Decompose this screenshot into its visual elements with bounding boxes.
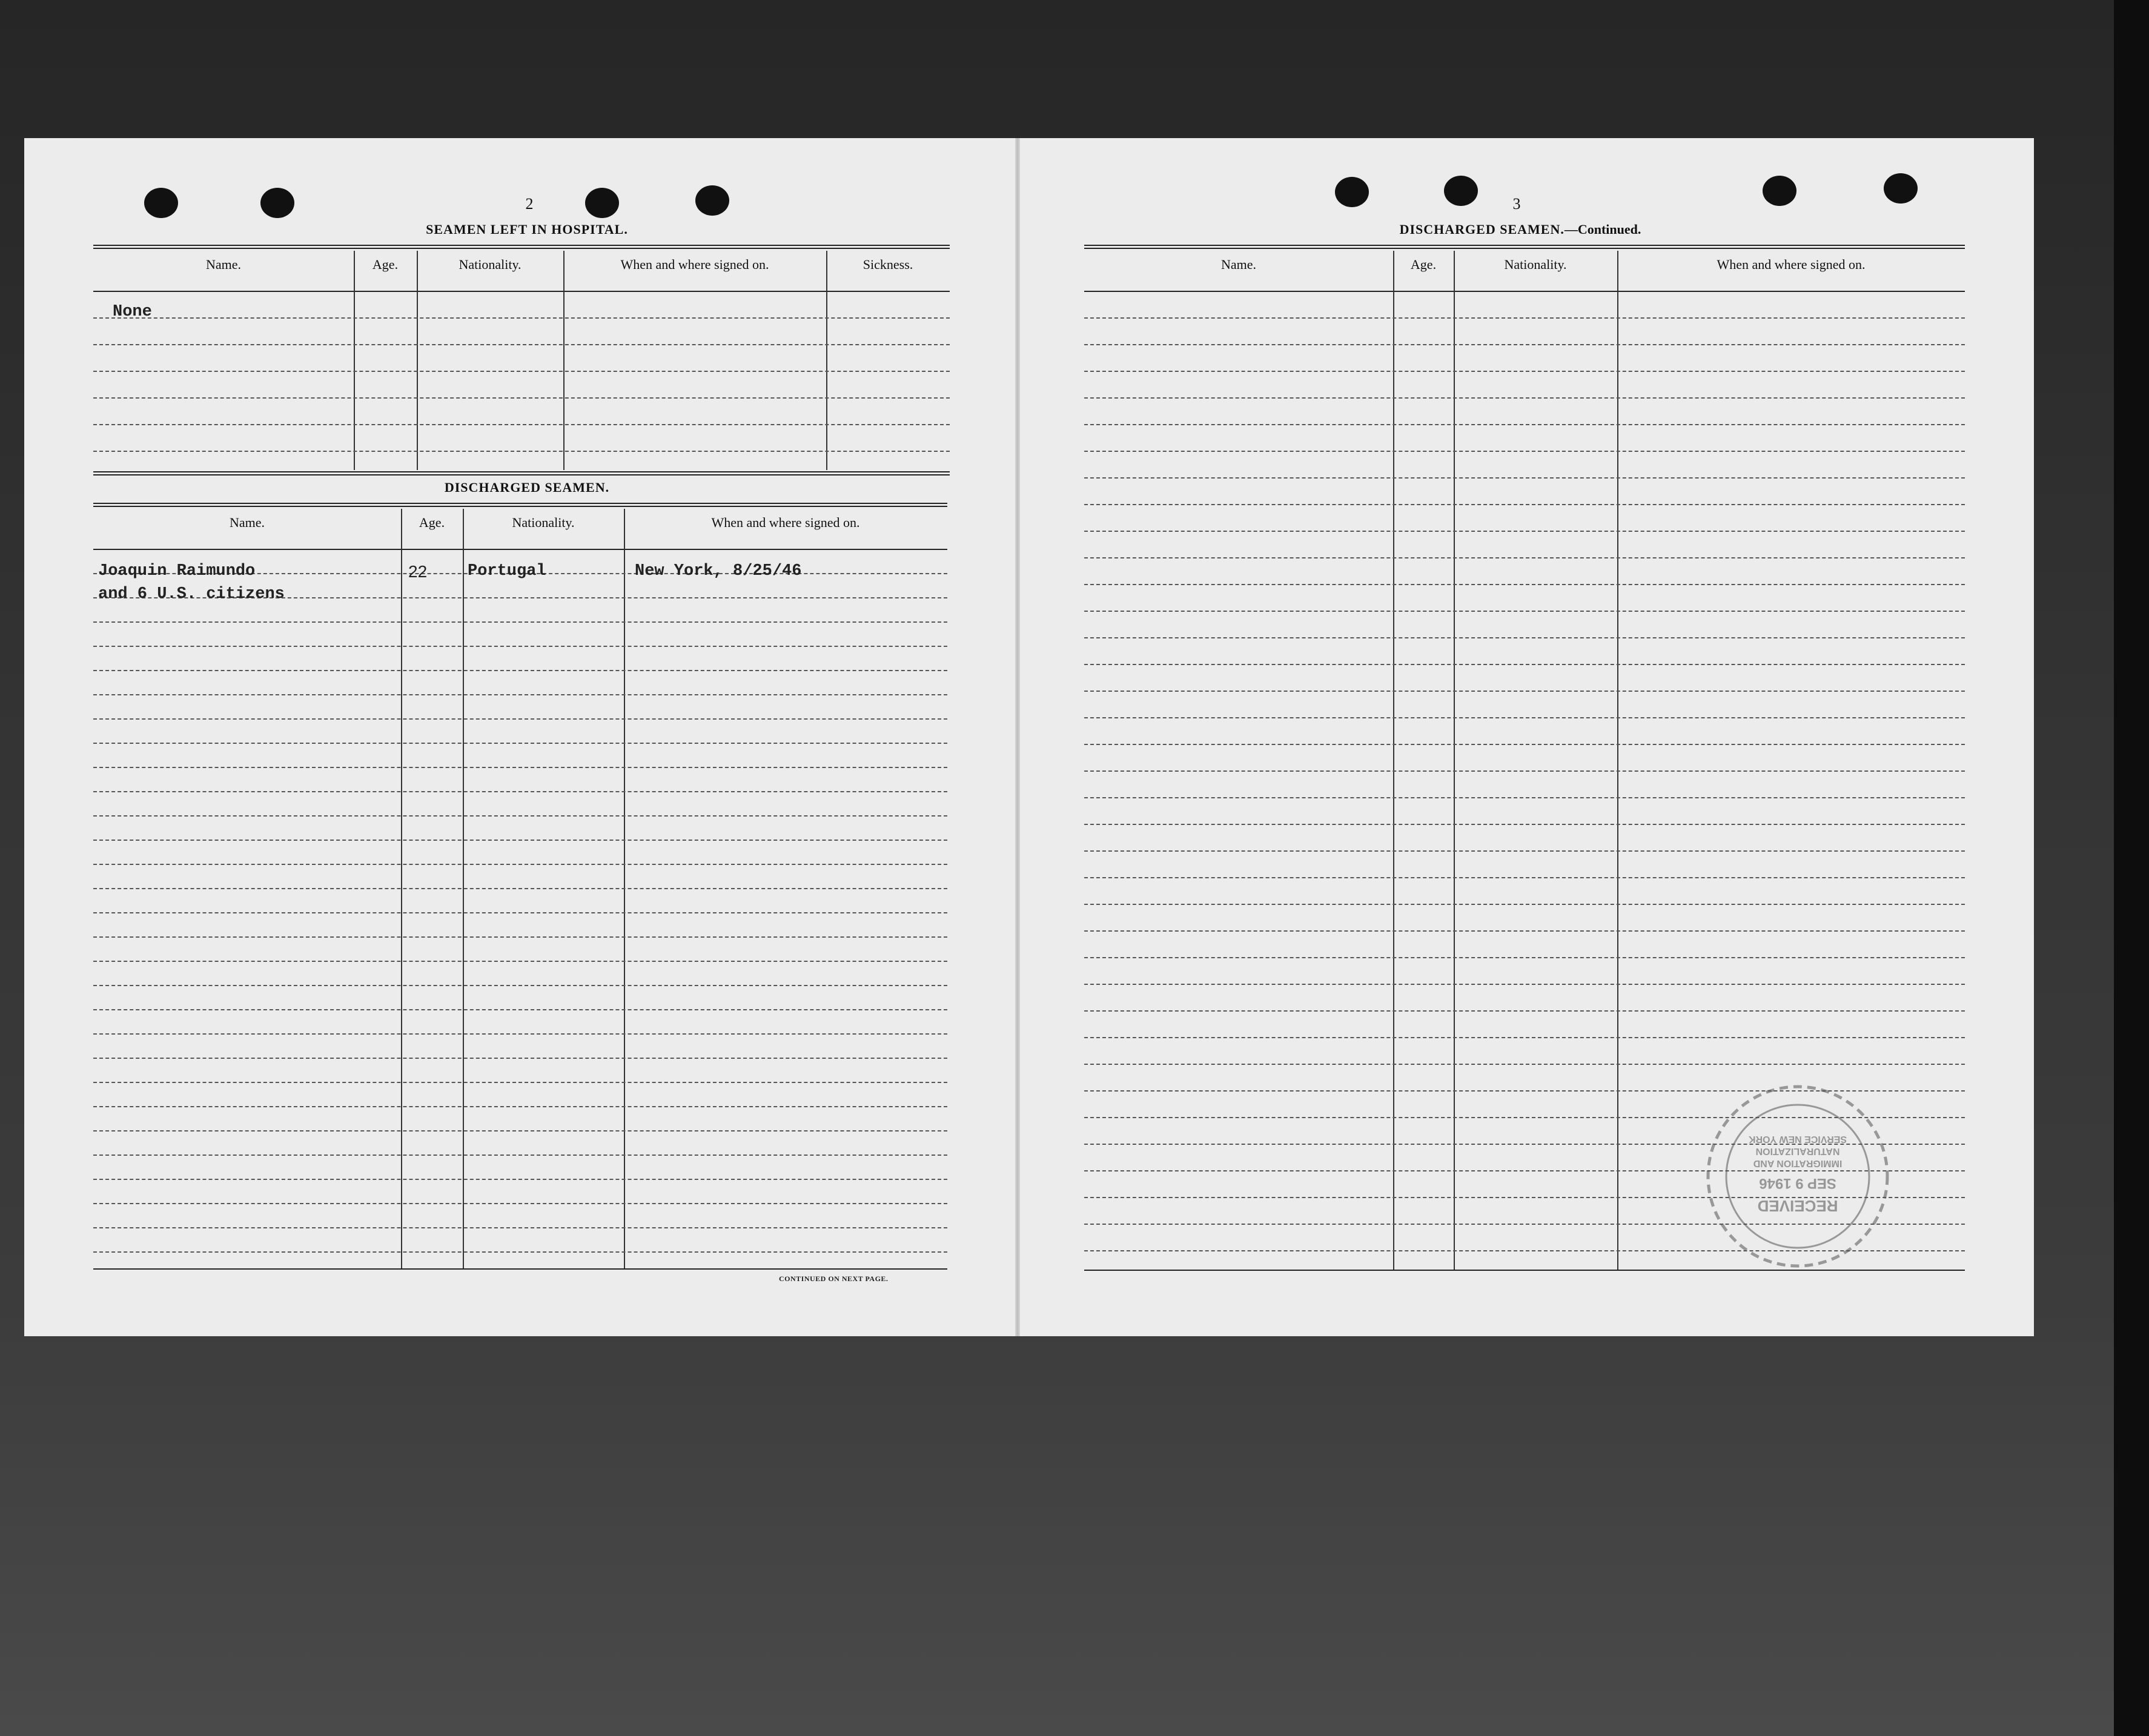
discharged-signed-on: New York, 8/25/46 bbox=[635, 562, 802, 580]
column-header: Name. bbox=[1220, 257, 1257, 272]
received-stamp bbox=[1701, 1079, 1895, 1273]
table-bottom-rule bbox=[93, 1268, 947, 1270]
ruled-row-line bbox=[93, 1130, 947, 1131]
ruled-row-line bbox=[1084, 957, 1965, 958]
table-header-rule bbox=[93, 549, 947, 550]
svg-text:IMMIGRATION AND: IMMIGRATION AND bbox=[1753, 1158, 1843, 1168]
svg-text:SEP 9 1946: SEP 9 1946 bbox=[1759, 1175, 1836, 1191]
column-divider bbox=[417, 251, 418, 470]
hospital-entry-name: None bbox=[113, 303, 152, 321]
ruled-row-line bbox=[93, 1179, 947, 1180]
ruled-row-line bbox=[93, 985, 947, 986]
ruled-row-line bbox=[1084, 904, 1965, 905]
ruled-row-line bbox=[93, 424, 950, 425]
column-divider bbox=[354, 251, 355, 470]
table-top-rule bbox=[1084, 245, 1965, 249]
discharged-name-line1: Joaquin Raimundo bbox=[98, 562, 256, 580]
table-header-rule bbox=[1084, 291, 1965, 292]
discharged-name-line2: and 6 U.S. citizens bbox=[98, 585, 285, 603]
ruled-row-line bbox=[93, 1203, 947, 1204]
column-header: When and where signed on. bbox=[620, 257, 769, 272]
column-header: Nationality. bbox=[512, 515, 575, 530]
table-top-rule bbox=[93, 471, 950, 475]
ruled-row-line bbox=[93, 936, 947, 938]
column-divider bbox=[826, 251, 827, 470]
column-header: Sickness. bbox=[863, 257, 913, 272]
ruled-row-line bbox=[93, 1106, 947, 1107]
column-header: Age. bbox=[1410, 257, 1437, 272]
ruled-row-line bbox=[1084, 397, 1965, 399]
ruled-row-line bbox=[1084, 770, 1965, 772]
column-header: Age. bbox=[419, 515, 445, 530]
ruled-row-line bbox=[93, 670, 947, 671]
ruled-row-line bbox=[93, 1082, 947, 1083]
ruled-row-line bbox=[1084, 344, 1965, 345]
ruled-row-line bbox=[93, 912, 947, 913]
column-header: Nationality. bbox=[459, 257, 522, 272]
ruled-row-line bbox=[93, 317, 950, 319]
ruled-row-line bbox=[93, 961, 947, 962]
ruled-row-line bbox=[1084, 584, 1965, 585]
ruled-row-line bbox=[93, 451, 950, 452]
ruled-row-line bbox=[1084, 877, 1965, 878]
punch-hole bbox=[144, 188, 178, 218]
ruled-row-line bbox=[1084, 424, 1965, 425]
table-top-rule bbox=[93, 503, 947, 507]
column-header: Name. bbox=[205, 257, 242, 272]
column-header: When and where signed on. bbox=[1717, 257, 1866, 272]
ruled-row-line bbox=[93, 1227, 947, 1228]
ruled-row-line bbox=[1084, 611, 1965, 612]
ruled-row-line bbox=[1084, 1010, 1965, 1012]
hospital-section-title: SEAMEN LEFT IN HOSPITAL. bbox=[426, 222, 628, 237]
ruled-row-line bbox=[1084, 504, 1965, 505]
ruled-row-line bbox=[1084, 451, 1965, 452]
ruled-row-line bbox=[93, 344, 950, 345]
ruled-row-line bbox=[93, 767, 947, 768]
ruled-row-line bbox=[1084, 691, 1965, 692]
ruled-row-line bbox=[93, 621, 947, 623]
punch-hole bbox=[1335, 177, 1369, 207]
svg-text:NATURALIZATION: NATURALIZATION bbox=[1755, 1146, 1840, 1156]
ruled-row-line bbox=[1084, 1064, 1965, 1065]
ruled-row-line bbox=[1084, 1037, 1965, 1038]
ruled-row-line bbox=[93, 791, 947, 792]
discharged-age: 22 bbox=[408, 562, 428, 581]
page-number: 2 bbox=[525, 195, 534, 213]
column-header: When and where signed on. bbox=[711, 515, 860, 530]
ruled-row-line bbox=[93, 718, 947, 720]
column-header: Age. bbox=[372, 257, 399, 272]
ruled-row-line bbox=[1084, 557, 1965, 558]
ruled-row-line bbox=[1084, 850, 1965, 852]
ruled-row-line bbox=[93, 743, 947, 744]
table-header-rule bbox=[93, 291, 950, 292]
ruled-row-line bbox=[1084, 317, 1965, 319]
ruled-row-line bbox=[1084, 824, 1965, 825]
svg-text:RECEIVED: RECEIVED bbox=[1757, 1197, 1838, 1215]
ruled-row-line bbox=[93, 1058, 947, 1059]
title-suffix: —Continued. bbox=[1564, 222, 1641, 237]
ruled-row-line bbox=[1084, 984, 1965, 985]
column-divider bbox=[563, 251, 565, 470]
ruled-row-line bbox=[93, 397, 950, 399]
svg-text:SERVICE NEW YORK: SERVICE NEW YORK bbox=[1748, 1134, 1847, 1144]
punch-hole bbox=[585, 188, 619, 218]
ruled-row-line bbox=[93, 888, 947, 889]
ruled-row-line bbox=[1084, 717, 1965, 718]
ruled-row-line bbox=[1084, 637, 1965, 638]
ruled-row-line bbox=[1084, 477, 1965, 479]
ruled-row-line bbox=[93, 371, 950, 372]
ruled-row-line bbox=[93, 646, 947, 647]
punch-hole bbox=[1444, 176, 1478, 206]
ruled-row-line bbox=[93, 1009, 947, 1010]
scan-edge bbox=[2114, 0, 2149, 1736]
ruled-row-line bbox=[1084, 930, 1965, 932]
punch-hole bbox=[1884, 173, 1918, 204]
title-main: DISCHARGED SEAMEN. bbox=[1399, 222, 1565, 237]
table-top-rule bbox=[93, 245, 950, 249]
ruled-row-line bbox=[1084, 664, 1965, 665]
ruled-row-line bbox=[93, 864, 947, 865]
ruled-row-line bbox=[93, 815, 947, 817]
punch-hole bbox=[260, 188, 294, 218]
ruled-row-line bbox=[93, 1251, 947, 1253]
ruled-row-line bbox=[93, 694, 947, 695]
discharged-section-title: DISCHARGED SEAMEN. bbox=[444, 480, 610, 495]
ruled-row-line bbox=[1084, 371, 1965, 372]
discharged-continued-title bbox=[1320, 222, 1720, 237]
ruled-row-line bbox=[1084, 797, 1965, 798]
punch-hole bbox=[1763, 176, 1796, 206]
page-number: 3 bbox=[1512, 195, 1521, 213]
ruled-row-line bbox=[93, 1033, 947, 1035]
ruled-row-line bbox=[93, 1155, 947, 1156]
punch-hole bbox=[695, 185, 729, 216]
ruled-row-line bbox=[1084, 744, 1965, 745]
ruled-row-line bbox=[1084, 531, 1965, 532]
ruled-row-line bbox=[93, 840, 947, 841]
column-header: Name. bbox=[229, 515, 265, 530]
continued-note: CONTINUED ON NEXT PAGE. bbox=[779, 1274, 889, 1283]
discharged-nationality: Portugal bbox=[468, 562, 546, 580]
page-gutter bbox=[1015, 138, 1020, 1336]
column-header: Nationality. bbox=[1504, 257, 1567, 272]
